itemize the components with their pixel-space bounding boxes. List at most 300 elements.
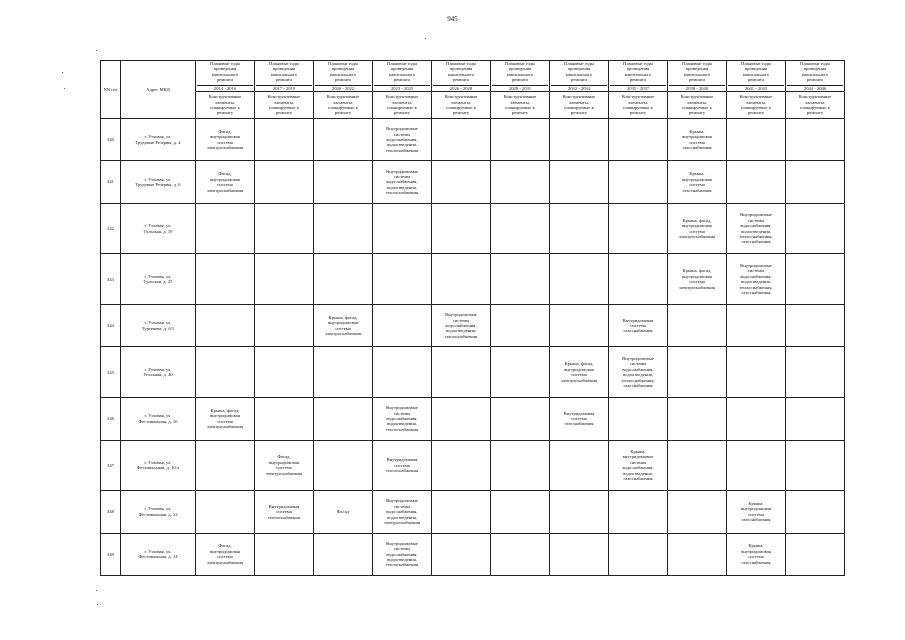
repair-work-cell xyxy=(550,305,609,347)
repair-work-cell xyxy=(668,398,727,440)
text-line: газоснабжения xyxy=(741,239,771,245)
text-line: Конструктивные xyxy=(680,94,714,100)
text-line: Конструктивные xyxy=(562,94,596,100)
repair-work-cell xyxy=(786,440,845,491)
repair-work-cell xyxy=(491,533,550,575)
text-line: внутридомовая xyxy=(741,548,771,554)
text-line: системы xyxy=(629,361,647,367)
text-line: электроснабжения xyxy=(560,377,598,383)
text-line: системы xyxy=(393,410,411,416)
text-line: водоотведения, xyxy=(446,328,476,334)
repair-work-cell xyxy=(314,305,373,347)
text-line: элементы, xyxy=(392,99,412,105)
text-line: элементы, xyxy=(687,99,707,105)
text-line: Крыша, фасад, xyxy=(210,407,240,413)
text-line: Тургенева, д. 6/1 xyxy=(141,325,175,331)
period-years: 2026 - 2028 xyxy=(433,85,489,91)
text-line: планируемые к xyxy=(564,105,594,111)
header-row-periods xyxy=(101,61,845,92)
text-line: планируемые к xyxy=(682,105,712,111)
text-line: Плановые годы xyxy=(445,61,477,66)
repair-work-cell xyxy=(786,305,845,347)
table-row xyxy=(101,533,845,575)
text-line: ремонта xyxy=(570,77,588,83)
text-line: Внутридомовая xyxy=(622,317,654,323)
text-line: водоотведения, xyxy=(387,514,417,520)
text-line: ремонту xyxy=(216,110,234,116)
period-label xyxy=(728,61,784,83)
repair-work-cell xyxy=(255,347,314,398)
repair-work-cell xyxy=(727,491,786,533)
text-line: Конструктивные xyxy=(385,94,419,100)
text-line: электроснабжения xyxy=(383,519,421,525)
header-elements xyxy=(432,92,491,119)
repair-work-cell xyxy=(432,119,491,161)
repair-work-cell xyxy=(550,161,609,203)
repair-work-cell xyxy=(609,203,668,254)
repair-work-cell xyxy=(314,533,373,575)
repair-work-cell xyxy=(668,440,727,491)
text-line: внутридомовая xyxy=(682,223,712,229)
text-line: внутридомовая xyxy=(682,134,712,140)
text-line: система xyxy=(335,325,351,331)
text-line: Фасад, xyxy=(218,128,232,134)
repair-work-cell xyxy=(609,347,668,398)
text-line: ремонта xyxy=(393,77,411,83)
repair-work-cell xyxy=(314,161,373,203)
table-row xyxy=(101,347,845,398)
text-line: водоснабжения, xyxy=(445,323,477,329)
scan-speck xyxy=(425,38,426,39)
table-row xyxy=(101,440,845,491)
text-line: Тульская, д. 25 xyxy=(143,279,173,285)
text-line: электроснабжения xyxy=(206,187,244,193)
repair-work-cell xyxy=(668,203,727,254)
repair-work-cell xyxy=(609,440,668,491)
text-line: проведения xyxy=(803,66,827,72)
text-line: г. Узловая, ул. xyxy=(144,459,172,465)
repair-work-cell xyxy=(550,440,609,491)
text-line: Фестивальная, д. 10 xyxy=(138,418,178,424)
row-number: 340 xyxy=(101,119,121,161)
text-line: системы xyxy=(747,268,765,274)
text-line: планируемые к xyxy=(269,105,299,111)
header-elements xyxy=(196,92,255,119)
text-line: проведения xyxy=(331,66,355,72)
text-line: капитального xyxy=(565,71,593,77)
text-line: Плановые годы xyxy=(799,61,831,66)
text-line: Плановые годы xyxy=(386,61,418,66)
repair-work-cell xyxy=(668,119,727,161)
repair-work-cell xyxy=(432,203,491,254)
text-line: система xyxy=(394,462,410,468)
period-label xyxy=(787,61,843,83)
row-number: 346 xyxy=(101,398,121,440)
repair-work-cell xyxy=(609,161,668,203)
text-line: г. Узловая, ул. xyxy=(144,223,172,229)
text-line: Плановые годы xyxy=(622,61,654,66)
header-elements xyxy=(727,92,786,119)
repair-work-cell xyxy=(491,119,550,161)
text-line: ремонту xyxy=(393,110,411,116)
text-line: ремонту xyxy=(275,110,293,116)
repair-work-cell xyxy=(491,203,550,254)
text-line: водоснабжения, xyxy=(386,137,418,143)
repair-work-cell xyxy=(314,347,373,398)
period-years: 2023 - 2025 xyxy=(374,85,430,91)
repair-work-cell xyxy=(314,203,373,254)
repair-work-cell xyxy=(373,533,432,575)
table-row xyxy=(101,491,845,533)
text-line: внутридомовая xyxy=(210,176,240,182)
row-number: 342 xyxy=(101,203,121,254)
repair-work-cell xyxy=(432,305,491,347)
text-line: Конструктивные xyxy=(739,94,773,100)
row-address xyxy=(121,161,196,203)
text-line: капитального xyxy=(742,71,770,77)
header-period xyxy=(550,61,609,92)
repair-work-cell xyxy=(786,119,845,161)
repair-work-cell xyxy=(255,398,314,440)
text-line: Фасад, xyxy=(218,543,232,549)
text-line: системы xyxy=(452,317,470,323)
text-line: г. Узловая, ул. xyxy=(144,320,172,326)
text-line: система xyxy=(748,511,764,517)
text-line: Крыша, xyxy=(748,500,764,506)
period-years: 2032 - 2034 xyxy=(551,85,607,91)
repair-work-cell xyxy=(373,119,432,161)
repair-work-cell xyxy=(609,119,668,161)
repair-work-cell xyxy=(373,305,432,347)
repair-work-cell xyxy=(255,203,314,254)
scan-speck xyxy=(96,590,97,591)
text-line: Крыша, фасад, xyxy=(682,268,712,274)
table-row xyxy=(101,119,845,161)
text-line: Трудовые Резервы, д. 6 xyxy=(135,182,181,188)
text-line: системы xyxy=(393,503,411,509)
text-line: г. Узловая, ул. xyxy=(144,176,172,182)
text-line: Внутридомовая xyxy=(386,457,418,463)
text-line: Плановые годы xyxy=(209,61,241,66)
period-years: 2038 - 2040 xyxy=(669,85,725,91)
text-line: ремонту xyxy=(806,110,824,116)
period-years: 2041 - 2043 xyxy=(728,85,784,91)
repair-work-cell xyxy=(668,161,727,203)
text-line: ремонту xyxy=(629,110,647,116)
period-label xyxy=(551,61,607,83)
text-line: внутридомовая xyxy=(682,273,712,279)
text-line: проведения xyxy=(449,66,473,72)
text-line: г. Узловая, ул. xyxy=(144,366,172,372)
repair-work-cell xyxy=(373,203,432,254)
header-elements xyxy=(668,92,727,119)
text-line: водоснабжения, xyxy=(622,465,654,471)
repair-work-cell xyxy=(727,347,786,398)
text-line: ремонта xyxy=(275,77,293,83)
repair-work-cell xyxy=(373,161,432,203)
text-line: элементы, xyxy=(628,99,648,105)
text-line: теплоснабжения xyxy=(385,426,419,432)
table-row xyxy=(101,398,845,440)
text-line: ремонта xyxy=(806,77,824,83)
text-line: г. Узловая, ул. xyxy=(144,506,172,512)
scan-speck xyxy=(64,88,65,89)
repair-work-cell xyxy=(432,440,491,491)
text-line: водоотведения, xyxy=(387,556,417,562)
text-line: Крыша, xyxy=(748,543,764,549)
text-line: Плановые годы xyxy=(681,61,713,66)
repair-work-cell xyxy=(314,254,373,305)
text-line: газоснабжения xyxy=(741,517,771,523)
text-line: система xyxy=(276,509,292,515)
text-line: внутридомовые xyxy=(622,454,654,460)
row-address xyxy=(121,305,196,347)
text-line: водоснабжения, xyxy=(386,509,418,515)
text-line: капитального xyxy=(388,71,416,77)
repair-work-cell xyxy=(432,491,491,533)
repair-work-cell xyxy=(196,254,255,305)
repair-work-cell xyxy=(727,254,786,305)
repair-work-cell xyxy=(491,305,550,347)
text-line: газоснабжения xyxy=(741,290,771,296)
text-line: внутридомовая xyxy=(741,506,771,512)
text-line: ремонту xyxy=(570,110,588,116)
text-line: системы xyxy=(393,546,411,552)
text-line: Конструктивные xyxy=(503,94,537,100)
text-line: водоснабжения, xyxy=(386,179,418,185)
repair-work-cell xyxy=(255,440,314,491)
repair-work-cell xyxy=(196,347,255,398)
text-line: Конструктивные xyxy=(208,94,242,100)
text-line: система xyxy=(689,139,705,145)
header-period xyxy=(373,61,432,92)
scan-speck xyxy=(96,50,97,51)
repair-work-cell xyxy=(786,491,845,533)
scan-speck xyxy=(97,604,98,605)
text-line: планируемые к xyxy=(446,105,476,111)
text-line: внутридомовая xyxy=(564,366,594,372)
text-line: Плановые годы xyxy=(740,61,772,66)
text-line: проведения xyxy=(213,66,237,72)
period-label xyxy=(256,61,312,83)
text-line: система xyxy=(276,465,292,471)
repair-work-cell xyxy=(255,254,314,305)
text-line: теплоснабжения xyxy=(385,562,419,568)
header-number: NN п/п xyxy=(101,61,121,119)
text-line: водоотведения, xyxy=(741,279,771,285)
text-line: электроснабжения xyxy=(678,284,716,290)
text-line: Внутридомовые xyxy=(622,356,654,362)
repair-work-cell xyxy=(786,161,845,203)
text-line: водоотведения, xyxy=(387,142,417,148)
header-elements xyxy=(609,92,668,119)
repair-work-cell xyxy=(550,533,609,575)
text-line: водоотведения, xyxy=(387,184,417,190)
text-line: Крыша, фасад, xyxy=(682,217,712,223)
row-address xyxy=(121,491,196,533)
repair-work-cell xyxy=(786,398,845,440)
text-line: проведения xyxy=(626,66,650,72)
period-label xyxy=(610,61,666,83)
text-line: газоснабжения xyxy=(682,187,712,193)
repair-work-cell xyxy=(668,347,727,398)
text-line: элементы, xyxy=(510,99,530,105)
text-line: система xyxy=(217,139,233,145)
text-line: системы xyxy=(393,131,411,137)
repair-work-cell xyxy=(255,119,314,161)
text-line: Фестивальная, д. 12 xyxy=(138,511,178,517)
text-line: газоснабжения xyxy=(623,383,653,389)
text-line: Внутридомовая xyxy=(268,503,300,509)
repair-work-cell xyxy=(196,491,255,533)
repair-work-cell xyxy=(373,440,432,491)
text-line: капитального xyxy=(801,71,829,77)
repair-work-cell xyxy=(727,119,786,161)
text-line: Внутридомовые xyxy=(740,212,772,218)
text-line: Конструктивные xyxy=(267,94,301,100)
text-line: элементы, xyxy=(805,99,825,105)
text-line: ремонта xyxy=(688,77,706,83)
text-line: элементы, xyxy=(451,99,471,105)
table-row xyxy=(101,161,845,203)
row-number: 347 xyxy=(101,440,121,491)
repair-work-cell xyxy=(786,254,845,305)
text-line: капитального xyxy=(506,71,534,77)
text-line: планируемые к xyxy=(328,105,358,111)
text-line: Внутридомовые xyxy=(386,405,418,411)
header-elements xyxy=(550,92,609,119)
text-line: теплоснабжения, xyxy=(739,284,773,290)
text-line: капитального xyxy=(329,71,357,77)
text-line: планируемые к xyxy=(741,105,771,111)
text-line: планируемые к xyxy=(623,105,653,111)
header-period xyxy=(786,61,845,92)
text-line: газоснабжения xyxy=(623,476,653,482)
scan-speck xyxy=(62,72,63,73)
repair-work-cell xyxy=(255,161,314,203)
text-line: системы xyxy=(747,217,765,223)
repair-work-cell xyxy=(786,203,845,254)
text-line: ремонта xyxy=(334,77,352,83)
repair-work-cell xyxy=(196,119,255,161)
text-line: электроснабжения xyxy=(206,424,244,430)
text-line: внутридомовая xyxy=(269,459,299,465)
repair-work-cell xyxy=(609,491,668,533)
header-elements xyxy=(373,92,432,119)
text-line: Плановые годы xyxy=(268,61,300,66)
text-line: электроснабжения xyxy=(678,234,716,240)
text-line: водоотведения, xyxy=(741,228,771,234)
repair-work-cell xyxy=(668,254,727,305)
text-line: капитального xyxy=(270,71,298,77)
repair-work-cell xyxy=(727,203,786,254)
text-line: Плановые годы xyxy=(563,61,595,66)
text-line: ремонту xyxy=(511,110,529,116)
text-line: газоснабжения xyxy=(564,421,594,427)
repair-work-cell xyxy=(491,161,550,203)
text-line: внутридомовая xyxy=(682,176,712,182)
repair-work-cell xyxy=(550,254,609,305)
text-line: Тульская, д. 19 xyxy=(143,228,173,234)
row-address xyxy=(121,533,196,575)
header-elements xyxy=(786,92,845,119)
text-line: Внутридомовые xyxy=(386,126,418,132)
text-line: Плановые годы xyxy=(327,61,359,66)
header-period xyxy=(255,61,314,92)
text-line: г. Узловая, ул. xyxy=(144,548,172,554)
text-line: капитального xyxy=(211,71,239,77)
repair-work-cell xyxy=(727,305,786,347)
text-line: водоотведения, xyxy=(623,372,653,378)
row-number: 341 xyxy=(101,161,121,203)
repair-work-cell xyxy=(609,398,668,440)
text-line: система xyxy=(217,182,233,188)
header-elements xyxy=(491,92,550,119)
text-line: Внутридомовые xyxy=(386,540,418,546)
text-line: проведения xyxy=(390,66,414,72)
period-years: 2044 - 2046 xyxy=(787,85,843,91)
text-line: Конструктивные xyxy=(326,94,360,100)
period-label xyxy=(669,61,725,83)
text-line: ремонта xyxy=(511,77,529,83)
text-line: электроснабжения xyxy=(324,331,362,337)
repair-work-cell xyxy=(314,398,373,440)
text-line: г. Узловая, ул. xyxy=(144,273,172,279)
page-number: 945 xyxy=(447,15,458,23)
period-label xyxy=(374,61,430,83)
text-line: теплоснабжения, xyxy=(739,234,773,240)
text-line: электроснабжения xyxy=(206,559,244,565)
text-line: система xyxy=(217,554,233,560)
text-line: система xyxy=(748,554,764,560)
table-header xyxy=(101,61,845,119)
row-number: 345 xyxy=(101,347,121,398)
text-line: система xyxy=(689,228,705,234)
text-line: внутридомовая xyxy=(210,548,240,554)
repair-work-cell xyxy=(491,440,550,491)
text-line: Конструктивные xyxy=(798,94,832,100)
repair-work-cell xyxy=(196,161,255,203)
header-period xyxy=(491,61,550,92)
header-row-elements xyxy=(101,92,845,119)
text-line: электроснабжения xyxy=(265,470,303,476)
text-line: система xyxy=(571,372,587,378)
text-line: Крыша, фасад, xyxy=(564,361,594,367)
text-line: элементы, xyxy=(274,99,294,105)
text-line: г. Узловая, ул. xyxy=(144,134,172,140)
text-line: Крыша, фасад, xyxy=(328,314,358,320)
text-line: Фасад, xyxy=(277,454,291,460)
text-line: планируемые к xyxy=(800,105,830,111)
text-line: Внутридомовые xyxy=(740,263,772,269)
text-line: Крыша, xyxy=(689,171,705,177)
repair-work-cell xyxy=(727,533,786,575)
text-line: ремонту xyxy=(747,110,765,116)
repair-work-cell xyxy=(550,491,609,533)
text-line: Внутридомовые xyxy=(445,312,477,318)
period-label xyxy=(197,61,253,83)
repair-work-cell xyxy=(432,254,491,305)
repair-work-cell xyxy=(550,398,609,440)
repair-work-cell xyxy=(432,533,491,575)
repair-work-cell xyxy=(609,533,668,575)
text-line: система xyxy=(571,416,587,422)
repair-work-cell xyxy=(550,203,609,254)
text-line: Плановые годы xyxy=(504,61,536,66)
repair-work-cell xyxy=(314,440,373,491)
text-line: система xyxy=(217,418,233,424)
text-line: планируемые к xyxy=(505,105,535,111)
